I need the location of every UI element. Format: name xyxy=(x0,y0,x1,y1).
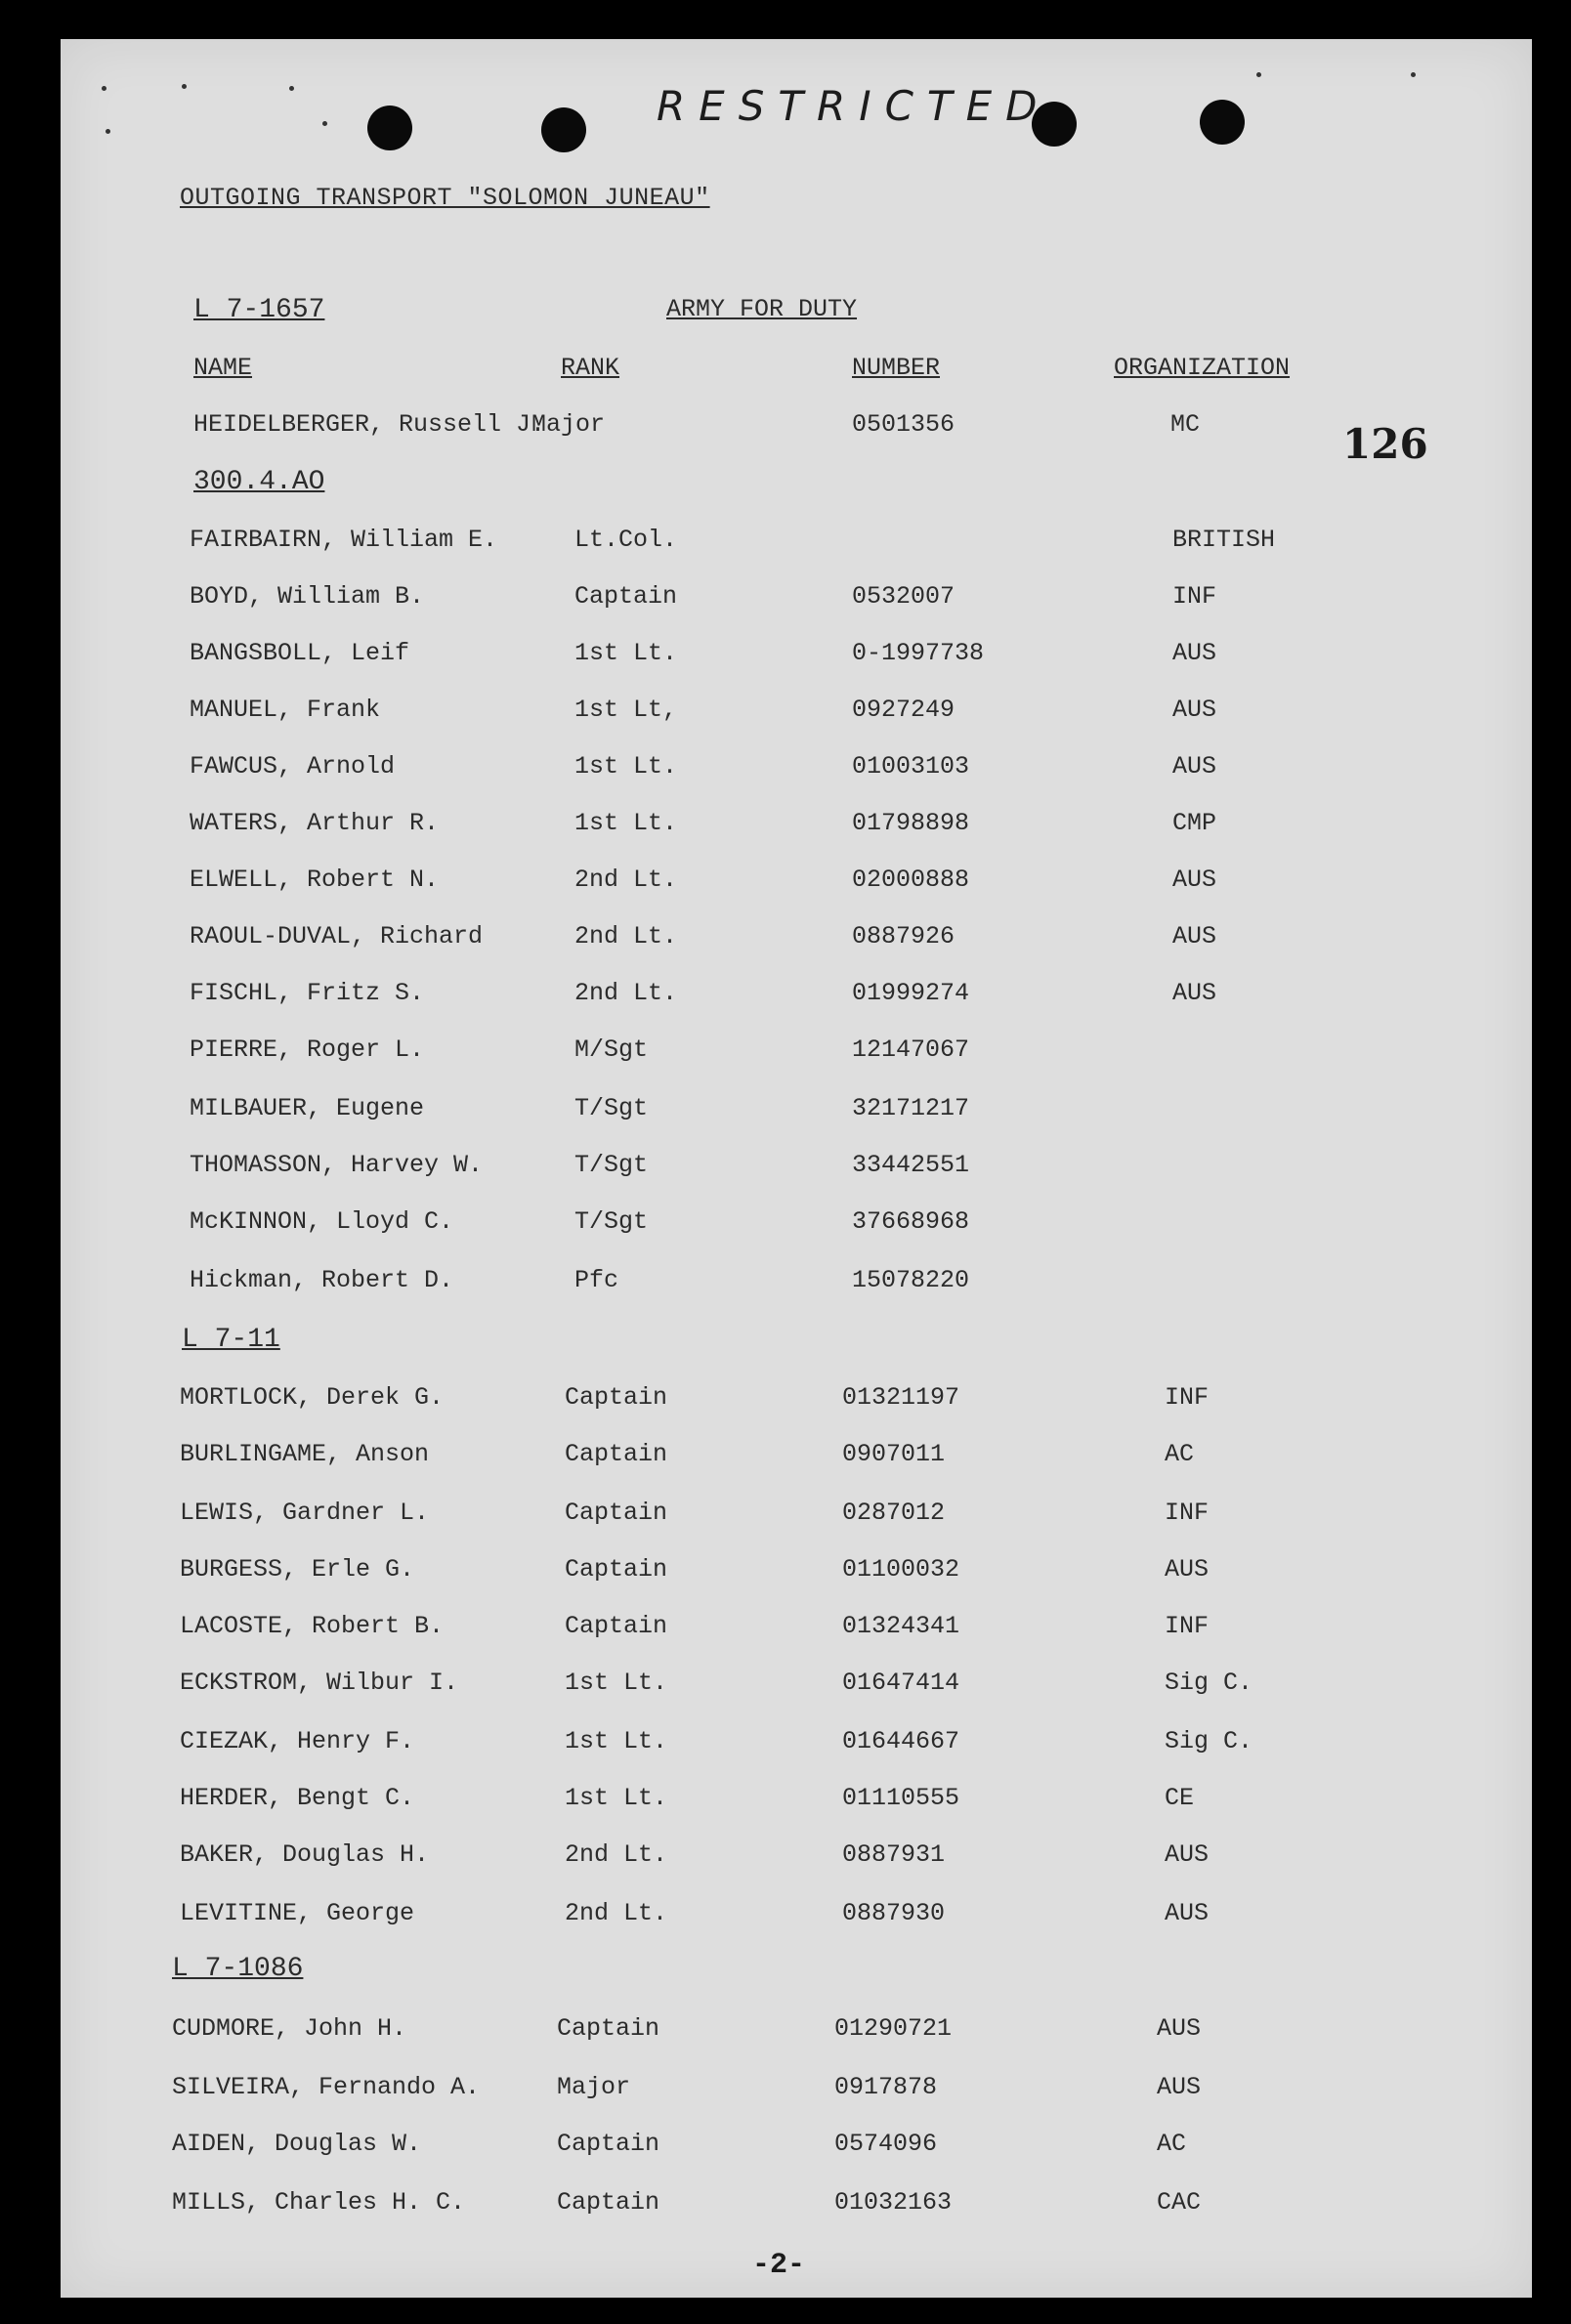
entry-rank: Captain xyxy=(565,1383,668,1412)
list-item xyxy=(0,2130,1571,2169)
speck xyxy=(106,129,110,134)
list-item xyxy=(0,1266,1571,1305)
entry-number: 0574096 xyxy=(834,2130,938,2158)
entry-name: FAIRBAIRN, William E. xyxy=(190,526,498,554)
list-item xyxy=(0,922,1571,961)
list-item xyxy=(0,809,1571,848)
entry-number: 0927249 xyxy=(852,696,955,724)
entry-name: LEVITINE, George xyxy=(180,1899,415,1927)
entry-rank: Captain xyxy=(557,2188,660,2217)
entry-rank: Major xyxy=(531,410,606,439)
entry-organization: Sig C. xyxy=(1165,1669,1253,1697)
group-label: L 7-11 xyxy=(182,1325,280,1355)
entry-organization: MC xyxy=(1170,410,1201,439)
entry-organization: AUS xyxy=(1172,922,1217,951)
entry-organization: AUS xyxy=(1172,639,1217,667)
entry-name: BAKER, Douglas H. xyxy=(180,1840,430,1869)
list-item xyxy=(0,696,1571,735)
list-item xyxy=(0,2073,1571,2112)
entry-name: MILLS, Charles H. C. xyxy=(172,2188,466,2217)
entry-name: HEIDELBERGER, Russell J. xyxy=(193,410,546,439)
entry-rank: T/Sgt xyxy=(574,1094,649,1122)
list-item xyxy=(0,1383,1571,1422)
list-item xyxy=(0,1440,1571,1479)
list-item xyxy=(0,866,1571,905)
entry-name: CIEZAK, Henry F. xyxy=(180,1727,415,1755)
entry-rank: 2nd Lt. xyxy=(574,979,678,1007)
list-item xyxy=(0,2014,1571,2053)
column-header-organization: ORGANIZATION xyxy=(1114,354,1291,382)
entry-name: MORTLOCK, Derek G. xyxy=(180,1383,445,1412)
entry-organization: AUS xyxy=(1165,1555,1210,1584)
punch-hole xyxy=(1200,100,1245,145)
entry-rank: 1st Lt. xyxy=(574,809,678,837)
list-item xyxy=(0,1840,1571,1880)
entry-organization: AUS xyxy=(1165,1899,1210,1927)
entry-rank: Captain xyxy=(565,1555,668,1584)
column-header-rank: RANK xyxy=(561,354,620,382)
entry-organization: INF xyxy=(1165,1499,1210,1527)
entry-number: 0917878 xyxy=(834,2073,938,2101)
entry-rank: Captain xyxy=(565,1499,668,1527)
entry-organization: INF xyxy=(1172,582,1217,611)
entry-organization: AC xyxy=(1157,2130,1187,2158)
entry-organization: CAC xyxy=(1157,2188,1202,2217)
entry-name: MILBAUER, Eugene xyxy=(190,1094,425,1122)
entry-rank: Lt.Col. xyxy=(574,526,678,554)
entry-name: McKINNON, Lloyd C. xyxy=(190,1207,454,1236)
entry-number: 01999274 xyxy=(852,979,970,1007)
entry-organization: Sig C. xyxy=(1165,1727,1253,1755)
list-item xyxy=(0,1035,1571,1075)
entry-number: 0-1997738 xyxy=(852,639,985,667)
entry-name: Hickman, Robert D. xyxy=(190,1266,454,1294)
page-footer: -2- xyxy=(752,2249,806,2282)
entry-organization: AUS xyxy=(1172,866,1217,894)
entry-number: 0887930 xyxy=(842,1899,946,1927)
list-item xyxy=(0,582,1571,621)
list-item xyxy=(0,752,1571,791)
entry-name: BOYD, William B. xyxy=(190,582,425,611)
entry-organization: INF xyxy=(1165,1612,1210,1640)
entry-number: 01644667 xyxy=(842,1727,960,1755)
list-item xyxy=(0,2188,1571,2227)
entry-rank: M/Sgt xyxy=(574,1035,649,1064)
entry-name: MANUEL, Frank xyxy=(190,696,381,724)
list-item xyxy=(0,639,1571,678)
entry-name: BURLINGAME, Anson xyxy=(180,1440,430,1468)
entry-rank: 1st Lt. xyxy=(565,1727,668,1755)
list-item xyxy=(0,1727,1571,1766)
entry-number: 12147067 xyxy=(852,1035,970,1064)
entry-name: LEWIS, Gardner L. xyxy=(180,1499,430,1527)
entry-rank: 2nd Lt. xyxy=(565,1899,668,1927)
entry-number: 0887931 xyxy=(842,1840,946,1869)
entry-name: BURGESS, Erle G. xyxy=(180,1555,415,1584)
entry-organization: AC xyxy=(1165,1440,1195,1468)
restricted-stamp: RESTRICTED xyxy=(657,82,1051,130)
group-label: 300.4.AO xyxy=(193,467,325,497)
entry-number: 01321197 xyxy=(842,1383,960,1412)
list-item xyxy=(0,1151,1571,1190)
entry-number: 01324341 xyxy=(842,1612,960,1640)
entry-number: 01290721 xyxy=(834,2014,953,2043)
entry-name: FISCHL, Fritz S. xyxy=(190,979,425,1007)
entry-organization: BRITISH xyxy=(1172,526,1276,554)
entry-number: 0532007 xyxy=(852,582,955,611)
entry-organization: CE xyxy=(1165,1784,1195,1812)
entry-number: 15078220 xyxy=(852,1266,970,1294)
entry-number: 37668968 xyxy=(852,1207,970,1236)
entry-organization: AUS xyxy=(1172,696,1217,724)
entry-number: 01003103 xyxy=(852,752,970,781)
entry-rank: Captain xyxy=(574,582,678,611)
entry-rank: Pfc xyxy=(574,1266,619,1294)
entry-number: 0501356 xyxy=(852,410,955,439)
entry-organization: AUS xyxy=(1172,979,1217,1007)
entry-rank: 1st Lt, xyxy=(574,696,678,724)
entry-name: ELWELL, Robert N. xyxy=(190,866,440,894)
list-item xyxy=(0,410,1571,449)
entry-number: 0907011 xyxy=(842,1440,946,1468)
entry-name: SILVEIRA, Fernando A. xyxy=(172,2073,481,2101)
speck xyxy=(1256,72,1261,77)
entry-name: ECKSTROM, Wilbur I. xyxy=(180,1669,459,1697)
entry-name: FAWCUS, Arnold xyxy=(190,752,396,781)
entry-rank: 2nd Lt. xyxy=(565,1840,668,1869)
entry-organization: AUS xyxy=(1157,2014,1202,2043)
punch-hole xyxy=(541,107,586,152)
entry-name: WATERS, Arthur R. xyxy=(190,809,440,837)
page-number: 126 xyxy=(1342,420,1428,468)
entry-rank: Captain xyxy=(565,1440,668,1468)
entry-rank: 1st Lt. xyxy=(565,1784,668,1812)
entry-name: HERDER, Bengt C. xyxy=(180,1784,415,1812)
list-item xyxy=(0,1669,1571,1708)
entry-organization: AUS xyxy=(1172,752,1217,781)
entry-rank: T/Sgt xyxy=(574,1151,649,1179)
list-item xyxy=(0,1094,1571,1133)
entry-number: 0287012 xyxy=(842,1499,946,1527)
group-label: L 7-1086 xyxy=(172,1954,304,1984)
entry-rank: 2nd Lt. xyxy=(574,866,678,894)
entry-number: 01110555 xyxy=(842,1784,960,1812)
list-item xyxy=(0,1499,1571,1538)
list-item xyxy=(0,1612,1571,1651)
subheading: ARMY FOR DUTY xyxy=(666,295,858,323)
entry-number: 0887926 xyxy=(852,922,955,951)
list-item xyxy=(0,979,1571,1018)
entry-number: 01100032 xyxy=(842,1555,960,1584)
entry-number: 33442551 xyxy=(852,1151,970,1179)
speck xyxy=(102,86,106,91)
entry-number: 02000888 xyxy=(852,866,970,894)
speck xyxy=(1411,72,1416,77)
entry-rank: Captain xyxy=(565,1612,668,1640)
entry-rank: Captain xyxy=(557,2014,660,2043)
list-item xyxy=(0,1784,1571,1823)
speck xyxy=(322,121,327,126)
entry-rank: 1st Lt. xyxy=(565,1669,668,1697)
entry-name: THOMASSON, Harvey W. xyxy=(190,1151,484,1179)
entry-organization: AUS xyxy=(1157,2073,1202,2101)
document-title: OUTGOING TRANSPORT "SOLOMON JUNEAU" xyxy=(180,184,710,212)
entry-name: CUDMORE, John H. xyxy=(172,2014,407,2043)
entry-name: RAOUL-DUVAL, Richard xyxy=(190,922,484,951)
entry-rank: 1st Lt. xyxy=(574,639,678,667)
entry-name: BANGSBOLL, Leif xyxy=(190,639,410,667)
speck xyxy=(289,86,294,91)
entry-number: 01647414 xyxy=(842,1669,960,1697)
list-item xyxy=(0,1555,1571,1594)
entry-organization: AUS xyxy=(1165,1840,1210,1869)
group-label: L 7-1657 xyxy=(193,295,325,325)
entry-rank: 2nd Lt. xyxy=(574,922,678,951)
entry-number: 32171217 xyxy=(852,1094,970,1122)
entry-organization: INF xyxy=(1165,1383,1210,1412)
entry-rank: Major xyxy=(557,2073,631,2101)
entry-name: LACOSTE, Robert B. xyxy=(180,1612,445,1640)
list-item xyxy=(0,1899,1571,1938)
entry-rank: Captain xyxy=(557,2130,660,2158)
column-header-name: NAME xyxy=(193,354,253,382)
entry-name: AIDEN, Douglas W. xyxy=(172,2130,422,2158)
entry-organization: CMP xyxy=(1172,809,1217,837)
speck xyxy=(182,84,187,89)
column-header-number: NUMBER xyxy=(852,354,941,382)
list-item xyxy=(0,526,1571,565)
entry-number: 01798898 xyxy=(852,809,970,837)
entry-rank: T/Sgt xyxy=(574,1207,649,1236)
punch-hole xyxy=(367,106,412,150)
entry-name: PIERRE, Roger L. xyxy=(190,1035,425,1064)
entry-rank: 1st Lt. xyxy=(574,752,678,781)
entry-number: 01032163 xyxy=(834,2188,953,2217)
list-item xyxy=(0,1207,1571,1247)
